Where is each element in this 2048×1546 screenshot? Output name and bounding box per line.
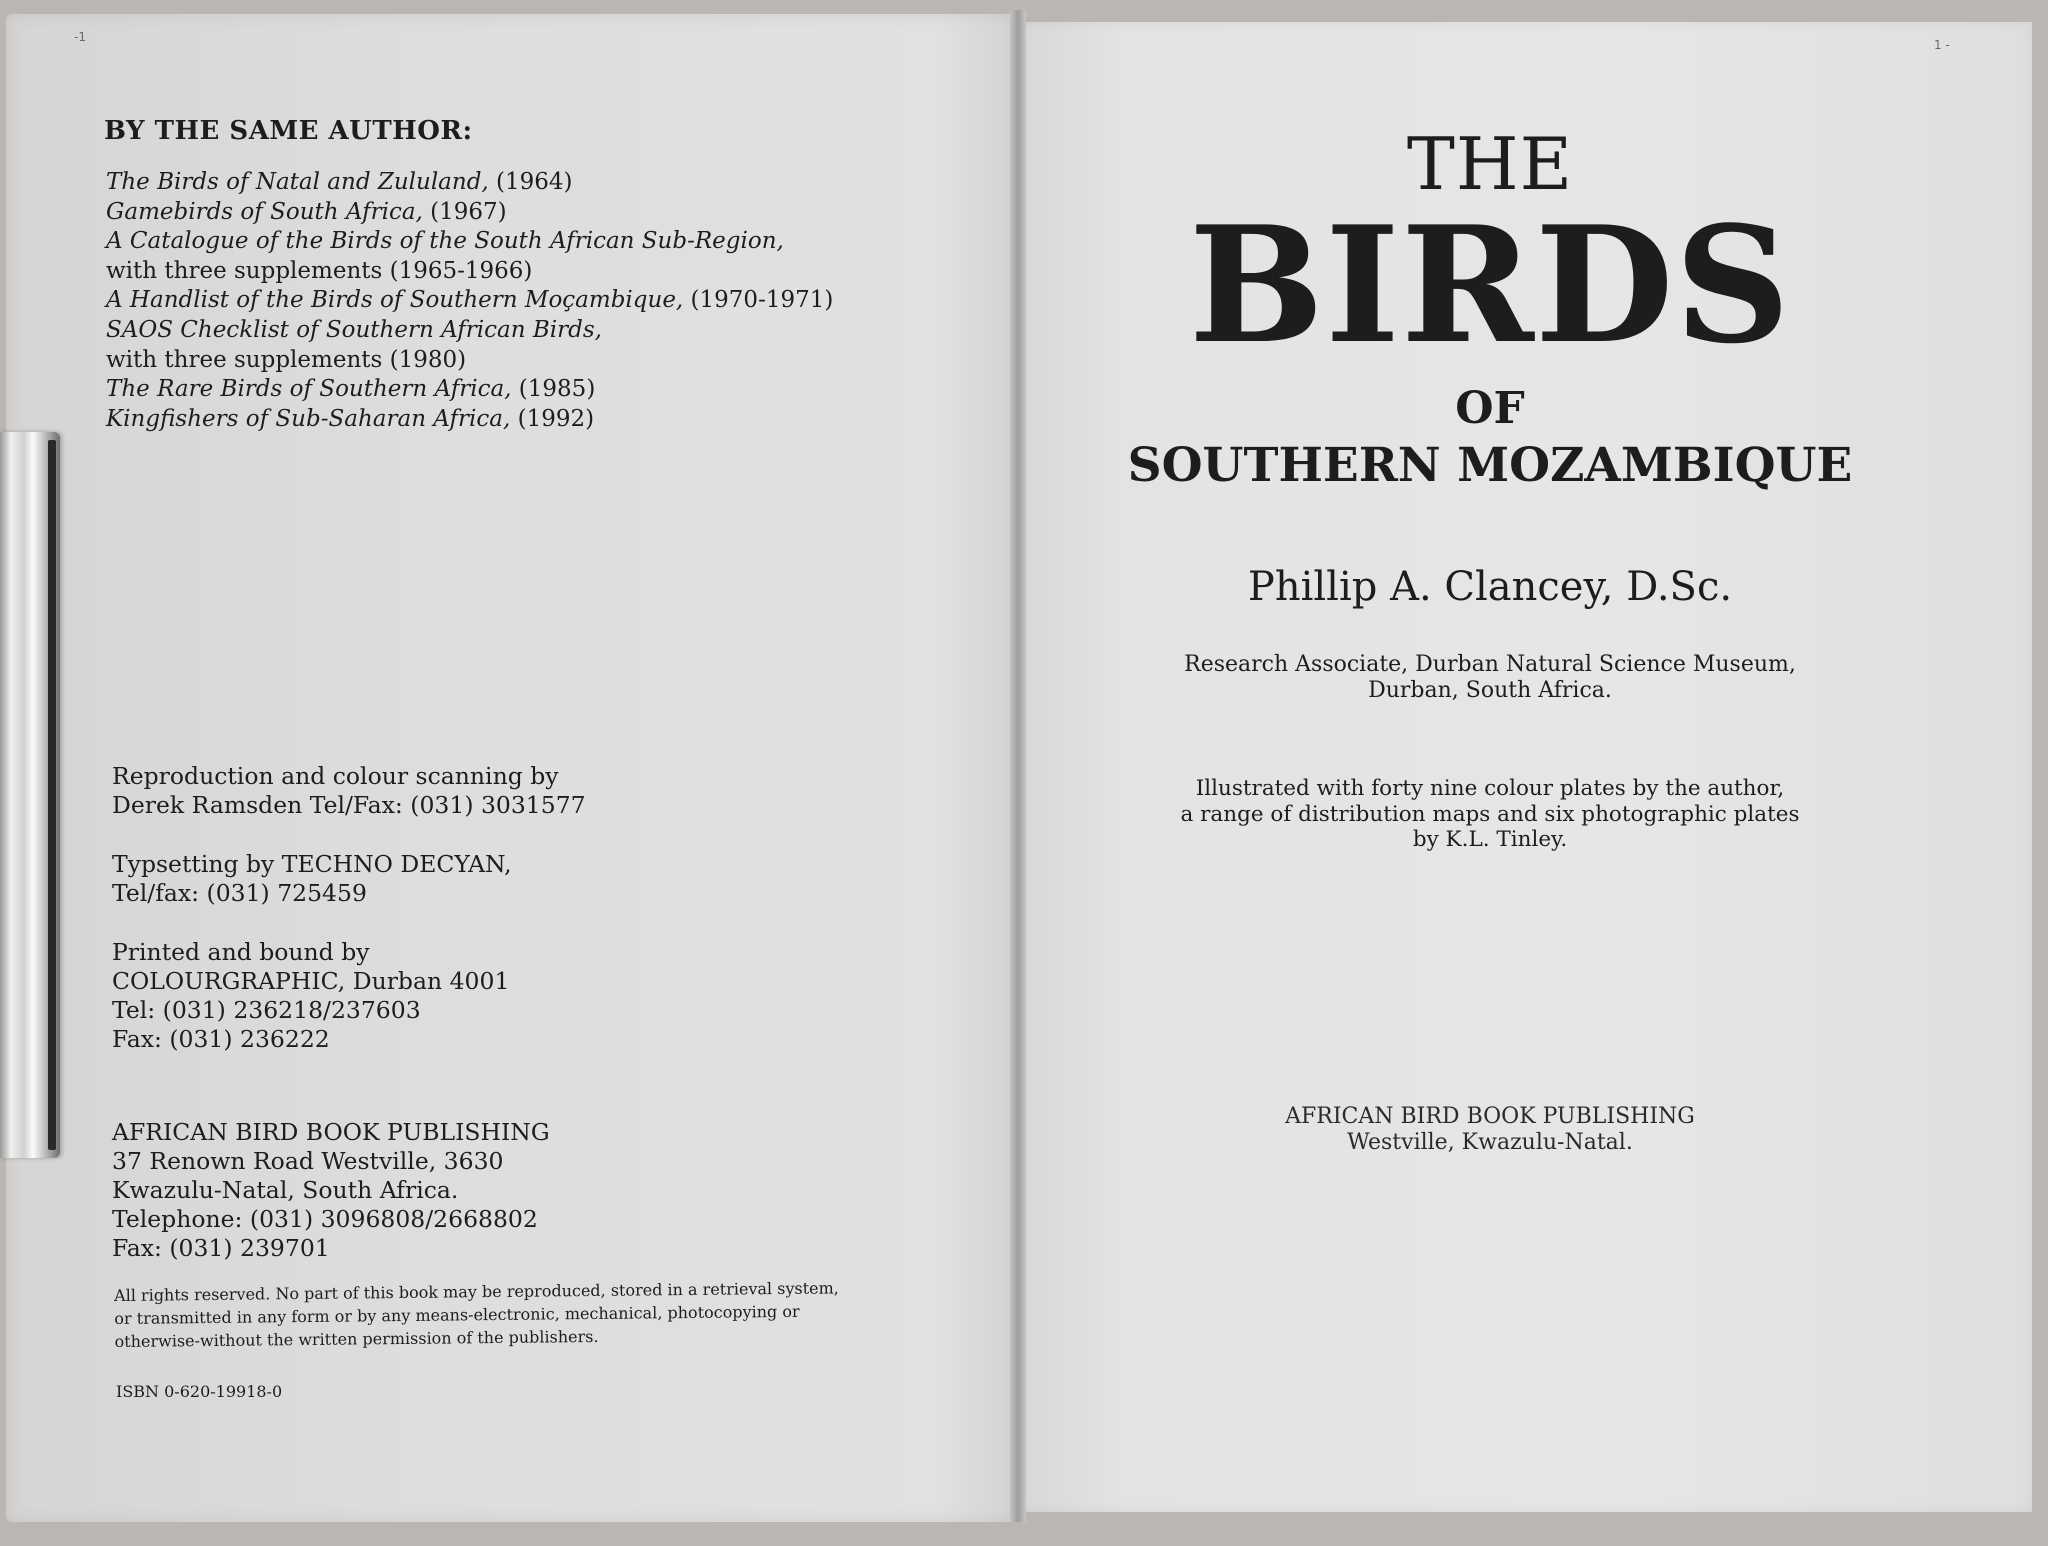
address-line: AFRICAN BIRD BOOK PUBLISHING <box>112 1118 550 1146</box>
rights-line: All rights reserved. No part of this book may be reproduced, stored in a retrieval system, <box>114 1278 839 1305</box>
credit-line: COLOURGRAPHIC, Durban 4001 <box>112 967 510 995</box>
printing-credit <box>112 938 509 1054</box>
credit-line: Derek Ramsden Tel/Fax: (031) 3031577 <box>112 791 586 819</box>
author-affiliation <box>1020 652 1960 704</box>
binding-clip <box>0 432 60 1158</box>
credit-line: Typsetting by TECHNO DECYAN, <box>112 850 512 878</box>
credit-line: Printed and bound by <box>112 938 370 966</box>
book-title: Gamebirds of South Africa, <box>106 198 423 225</box>
illustration-line: a range of distribution maps and six photographic plates <box>1180 801 1800 827</box>
address-line: Fax: (031) 239701 <box>112 1234 330 1262</box>
title-page-publisher <box>1020 1104 1960 1156</box>
publisher-line: Westville, Kwazulu-Natal. <box>1347 1130 1633 1155</box>
publisher-line: AFRICAN BIRD BOOK PUBLISHING <box>1285 1104 1695 1129</box>
affiliation-line: Durban, South Africa. <box>1368 678 1612 703</box>
book-detail: with three supplements (1980) <box>106 346 467 373</box>
address-line: 37 Renown Road Westville, 3630 <box>112 1147 504 1175</box>
publisher-address <box>112 1118 550 1263</box>
book-title: A Handlist of the Birds of Southern Moçambique, <box>106 287 684 314</box>
credit-line: Fax: (031) 236222 <box>112 1025 330 1053</box>
rights-notice <box>114 1275 975 1353</box>
right-corner-mark: 1 ‑ <box>1934 38 1950 52</box>
book-title: The Birds of Natal and Zululand, <box>106 169 489 195</box>
book-list-item <box>106 257 833 287</box>
book-list <box>106 168 833 434</box>
address-line: Telephone: (031) 3096808/2668802 <box>112 1205 538 1233</box>
illustration-line: Illustrated with forty nine colour plates by the author, <box>1195 776 1785 801</box>
typesetting-credit <box>112 850 512 908</box>
left-corner-mark: -1 <box>74 30 86 44</box>
book-list-item <box>106 375 833 405</box>
book-detail: with three supplements (1965-1966) <box>106 257 533 284</box>
book-detail: (1970-1971) <box>683 287 834 314</box>
illustration-note <box>1020 776 1960 853</box>
book-title: SAOS Checklist of Southern African Birds, <box>106 316 602 343</box>
book-title: The Rare Birds of Southern Africa, <box>106 376 512 403</box>
author-name: Phillip A. Clancey, D.Sc. <box>1247 564 1733 610</box>
book-detail: (1964) <box>488 169 573 195</box>
book-list-item <box>106 316 833 346</box>
title-the: THE <box>1406 122 1574 206</box>
address-line: Kwazulu-Natal, South Africa. <box>112 1176 459 1204</box>
credit-line: Reproduction and colour scanning by <box>112 762 559 790</box>
book-detail: (1992) <box>510 405 595 432</box>
book-title: A Catalogue of the Birds of the South African Sub-Region, <box>106 228 784 255</box>
book-list-item <box>106 346 833 376</box>
book-detail: (1985) <box>511 376 596 403</box>
same-author-heading: BY THE SAME AUTHOR: <box>104 116 473 146</box>
credit-line: Tel: (031) 236218/237603 <box>112 996 421 1024</box>
book-list-item <box>106 286 833 316</box>
book-detail: (1967) <box>422 198 507 225</box>
rights-line: otherwise-without the written permission of the publishers. <box>114 1326 599 1351</box>
affiliation-line: Research Associate, Durban Natural Science Museum, <box>1184 652 1796 677</box>
title-birds: BIRDS <box>1188 191 1792 379</box>
book-list-item <box>106 405 833 435</box>
illustration-line: by K.L. Tinley. <box>1412 827 1568 852</box>
book-list-item <box>106 168 833 198</box>
title-of: OF <box>1455 383 1525 434</box>
isbn: ISBN 0-620-19918-0 <box>116 1382 283 1401</box>
book-title: Kingfishers of Sub-Saharan Africa, <box>106 405 511 432</box>
credit-line: Tel/fax: (031) 725459 <box>112 879 367 907</box>
title-place: SOUTHERN MOZAMBIQUE <box>1127 438 1853 493</box>
reproduction-credit <box>112 762 586 820</box>
book-list-item <box>106 227 833 257</box>
rights-line: or transmitted in any form or by any means-electronic, mechanical, photocopying or <box>114 1301 800 1328</box>
book-list-item <box>106 198 833 228</box>
